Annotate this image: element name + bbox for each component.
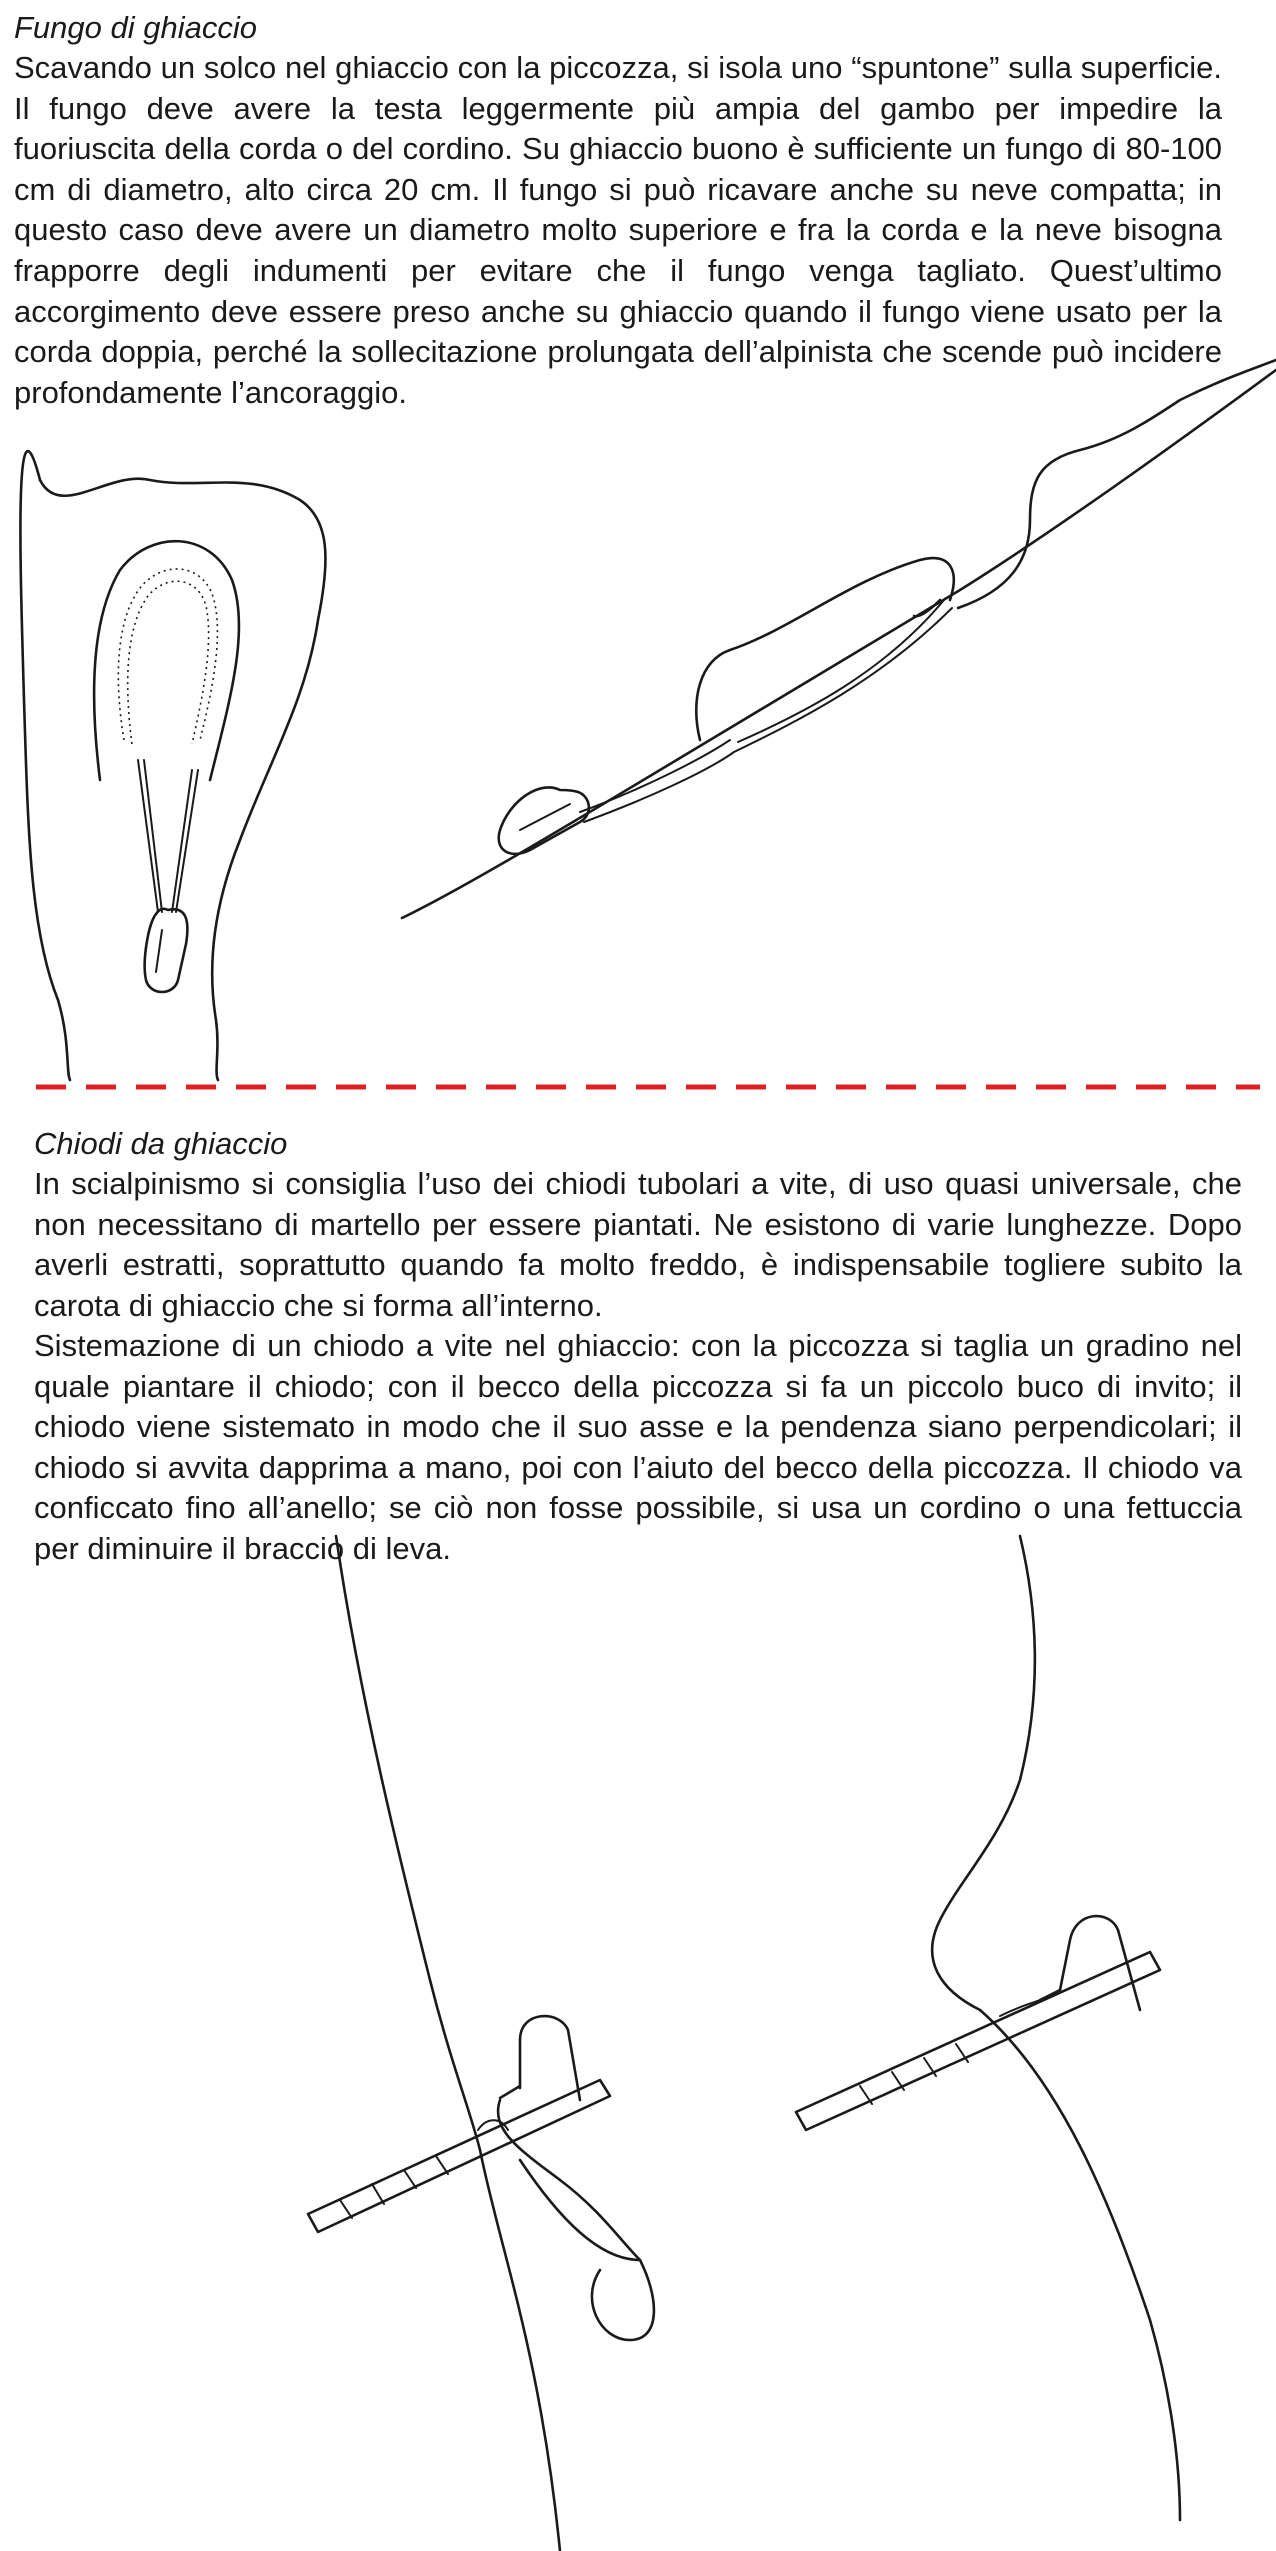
section-heading-ice-mushroom: Fungo di ghiaccio [14,10,257,45]
paragraph-ice-screws-intro: In scialpinismo si consiglia l’uso dei chiodi tubolari a vite, di uso quasi universale, che non necessitano di martello per essere piantati. Ne esistono di varie lunghezze. Dopo averli estratti, soprattutto quando fa molto freddo, è indispensabile togliere subito la carota di ghiaccio che si forma all’interno. [34,1166,1242,1323]
paragraph-ice-screw-placement: Sistemazione di un chiodo a vite nel ghiaccio: con la piccozza si taglia un gradino nel quale piantare il chiodo; con il becco della piccozza si fa un piccolo buco di invito; il chiodo viene sistemato in modo che il suo asse e la pendenza siano perpendicolari; il chiodo si avvita dapprima a mano, poi con l’aiuto del becco della piccozza. Il chiodo va conficcato fino all’anello; se ciò non fosse possibile, si usa un cordino o una fettuccia per diminuire il braccio di leva. [34,1328,1242,1566]
paragraph-ice-mushroom: Scavando un solco nel ghiaccio con la piccozza, si isola uno “spuntone” sulla superficie. Il fungo deve avere la testa leggermente più ampia del gambo per impedire la fuoriuscita della corda o del cordino. Su ghiaccio buono è sufficiente un fungo di 80-100 cm di diametro, alto circa 20 cm. Il fungo si può ricavare anche su neve compatta; in questo caso deve avere un diametro molto superiore e fra la corda e la neve bisogna frapporre degli indumenti per evitare che il fungo venga tagliato. Quest’ultimo accorgimento deve essere preso anche su ghiaccio quando il fungo viene usato per la corda doppia, perché la sollecitazione prolungata dell’alpinista che scende può incidere profondamente l’ancoraggio. [14,50,1222,410]
section-heading-ice-screws: Chiodi da ghiaccio [34,1126,288,1161]
